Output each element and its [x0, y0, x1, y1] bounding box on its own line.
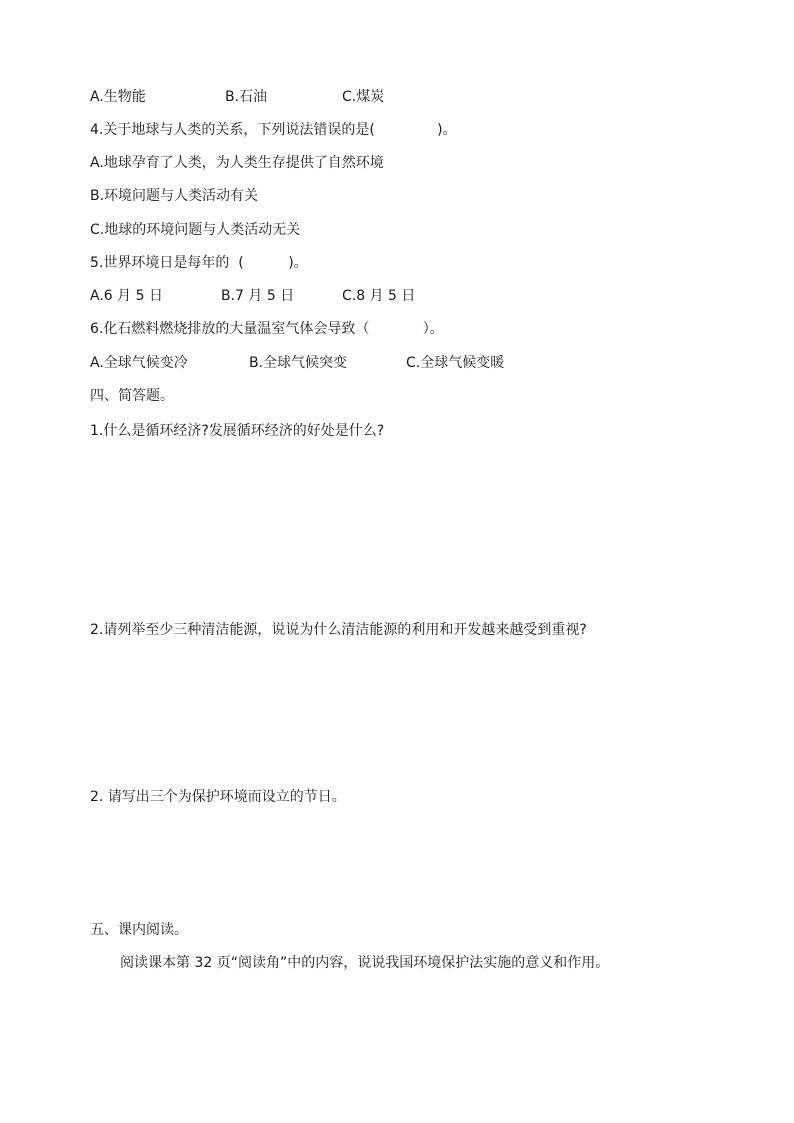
q4-option-a: A.地球孕育了人类，为人类生存提供了自然环境 — [90, 155, 384, 171]
q5-option-b: B.7 月 5 日 — [221, 288, 295, 304]
section5-reading-text: 阅读课本第 32 页“阅读角”中的内容，说说我国环境保护法实施的意义和作用。 — [120, 955, 610, 971]
section4-question-3: 2. 请写出三个为保护环境而设立的节日。 — [90, 789, 346, 805]
q5-option-a: A.6 月 5 日 — [90, 288, 163, 304]
q3-option-a: A.生物能 — [90, 89, 146, 105]
q4-option-c: C.地球的环境问题与人类活动无关 — [90, 222, 301, 238]
q5-stem: 5.世界环境日是每年的 ( )。 — [90, 255, 308, 271]
section5-title: 五、课内阅读。 — [90, 922, 188, 938]
section4-question-1: 1.什么是循环经济?发展循环经济的好处是什么? — [90, 423, 385, 439]
q6-option-c: C.全球气候变暖 — [406, 355, 505, 371]
section4-question-2: 2.请列举至少三种清洁能源，说说为什么清洁能源的利用和开发越来越受到重视? — [90, 622, 587, 638]
q6-option-a: A.全球气候变冷 — [90, 355, 188, 371]
q4-option-b: B.环境问题与人类活动有关 — [90, 188, 259, 204]
q6-stem: 6.化石燃料燃烧排放的大量温室气体会导致（ ）。 — [90, 321, 444, 337]
q5-option-c: C.8 月 5 日 — [342, 288, 416, 304]
q3-option-b: B.石油 — [225, 89, 268, 105]
section4-title: 四、简答题。 — [90, 388, 174, 404]
q6-option-b: B.全球气候突变 — [249, 355, 348, 371]
q3-option-c: C.煤炭 — [342, 89, 385, 105]
q4-stem: 4.关于地球与人类的关系，下列说法错误的是( )。 — [90, 122, 457, 138]
